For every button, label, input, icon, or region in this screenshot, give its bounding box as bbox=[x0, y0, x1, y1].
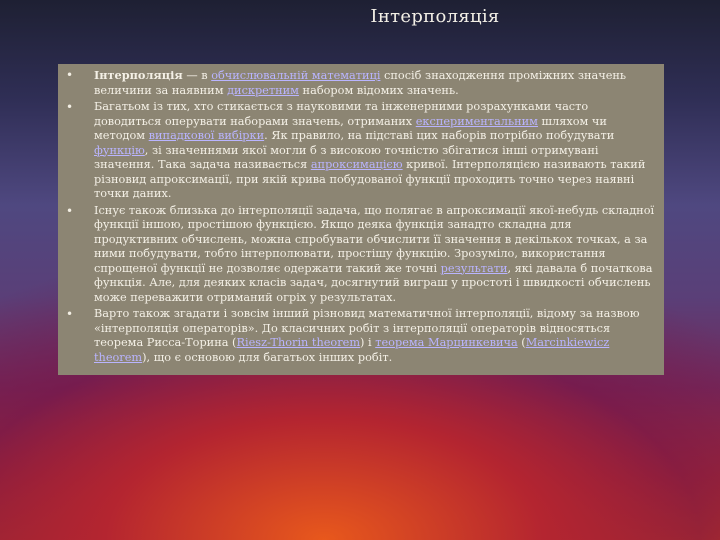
content-panel bbox=[58, 64, 664, 375]
paragraph-text bbox=[94, 307, 658, 365]
text-run: Багатьом із тих, хто стикається з науковими та інженерними розрахунками часто доводиться оперувати наборами значень, отриманих bbox=[94, 100, 589, 128]
inline-link[interactable]: експериментальним bbox=[415, 114, 538, 128]
inline-link[interactable]: дискретним bbox=[227, 83, 299, 97]
text-run: , які давала б початкова функція. Але, для деяких класів задач, досягнутий виграш у простоті і швидкості обчислень може переважити отриманий огріх у результатах. bbox=[94, 261, 653, 304]
bullet-marker: • bbox=[66, 203, 74, 218]
paragraph-text bbox=[94, 68, 658, 98]
text-run: ), що є основою для багатьох інших робіт. bbox=[142, 350, 393, 364]
text-run: набором відомих значень. bbox=[298, 83, 459, 97]
inline-link[interactable]: функцію bbox=[94, 143, 145, 157]
bullet-list bbox=[66, 68, 658, 365]
list-item bbox=[66, 68, 658, 98]
list-item bbox=[66, 100, 658, 202]
list-item bbox=[66, 307, 658, 365]
bullet-marker: • bbox=[66, 68, 74, 82]
paragraph-text bbox=[94, 204, 658, 306]
inline-link[interactable]: Marcinkiewicz theorem bbox=[94, 336, 610, 364]
inline-link[interactable]: обчислювальній математиці bbox=[211, 69, 381, 82]
text-run: — в bbox=[182, 69, 212, 82]
bold-term: Інтерполяція bbox=[94, 68, 183, 82]
inline-link[interactable]: Riesz-Thorin theorem bbox=[236, 336, 361, 349]
text-run: Варто також згадати і зовсім інший різновид математичної інтерполяції, відому за назвою «інтерполяція операторів». До класичних робіт з інтерполяції операторів відносяться теорема Рисса-Торина ( bbox=[94, 307, 640, 349]
bullet-marker: • bbox=[66, 100, 74, 114]
inline-link[interactable]: теорема Марцинкевича bbox=[375, 336, 518, 349]
text-run: Існує також близька до інтерполяції задача, що полягає в апроксимації якої-небудь складної функції іншою, простішою функцією. Якщо деяка функція занадто складна для продуктивних обчислень, можна спробувати обчислити її значення в декількох точках, а за ними побудувати, тобто інтерполювати, простішу функцію. Зрозуміло, використання спрощеної функції не дозволяє одержати такий же точні bbox=[94, 203, 655, 275]
text-run: шляхом чи методом bbox=[94, 114, 607, 142]
inline-link[interactable]: апроксимацією bbox=[310, 158, 403, 171]
bullet-marker: • bbox=[66, 307, 74, 321]
text-run: . Як правило, на підставі цих наборів потрібно побудувати bbox=[264, 129, 615, 142]
inline-link[interactable]: випадкової вибірки bbox=[148, 129, 265, 142]
list-item bbox=[66, 203, 658, 306]
slide-title: Інтерполяція bbox=[370, 6, 500, 27]
paragraph-text bbox=[94, 100, 658, 202]
inline-link[interactable]: результати bbox=[440, 261, 508, 275]
text-run: ( bbox=[517, 336, 526, 349]
text-run: спосіб знаходження проміжних значень величини за наявним bbox=[94, 69, 627, 97]
text-run: , зі значеннями якої могли б з високою точністю збігатися інші отримувані значення. Така задача називається bbox=[94, 143, 599, 171]
text-run: ) і bbox=[360, 336, 376, 349]
text-run: кривої. Інтерполяцією називають такий різновид апроксимації, при якій крива побудованої функції проходить точно через наявні точки даних. bbox=[94, 158, 646, 200]
